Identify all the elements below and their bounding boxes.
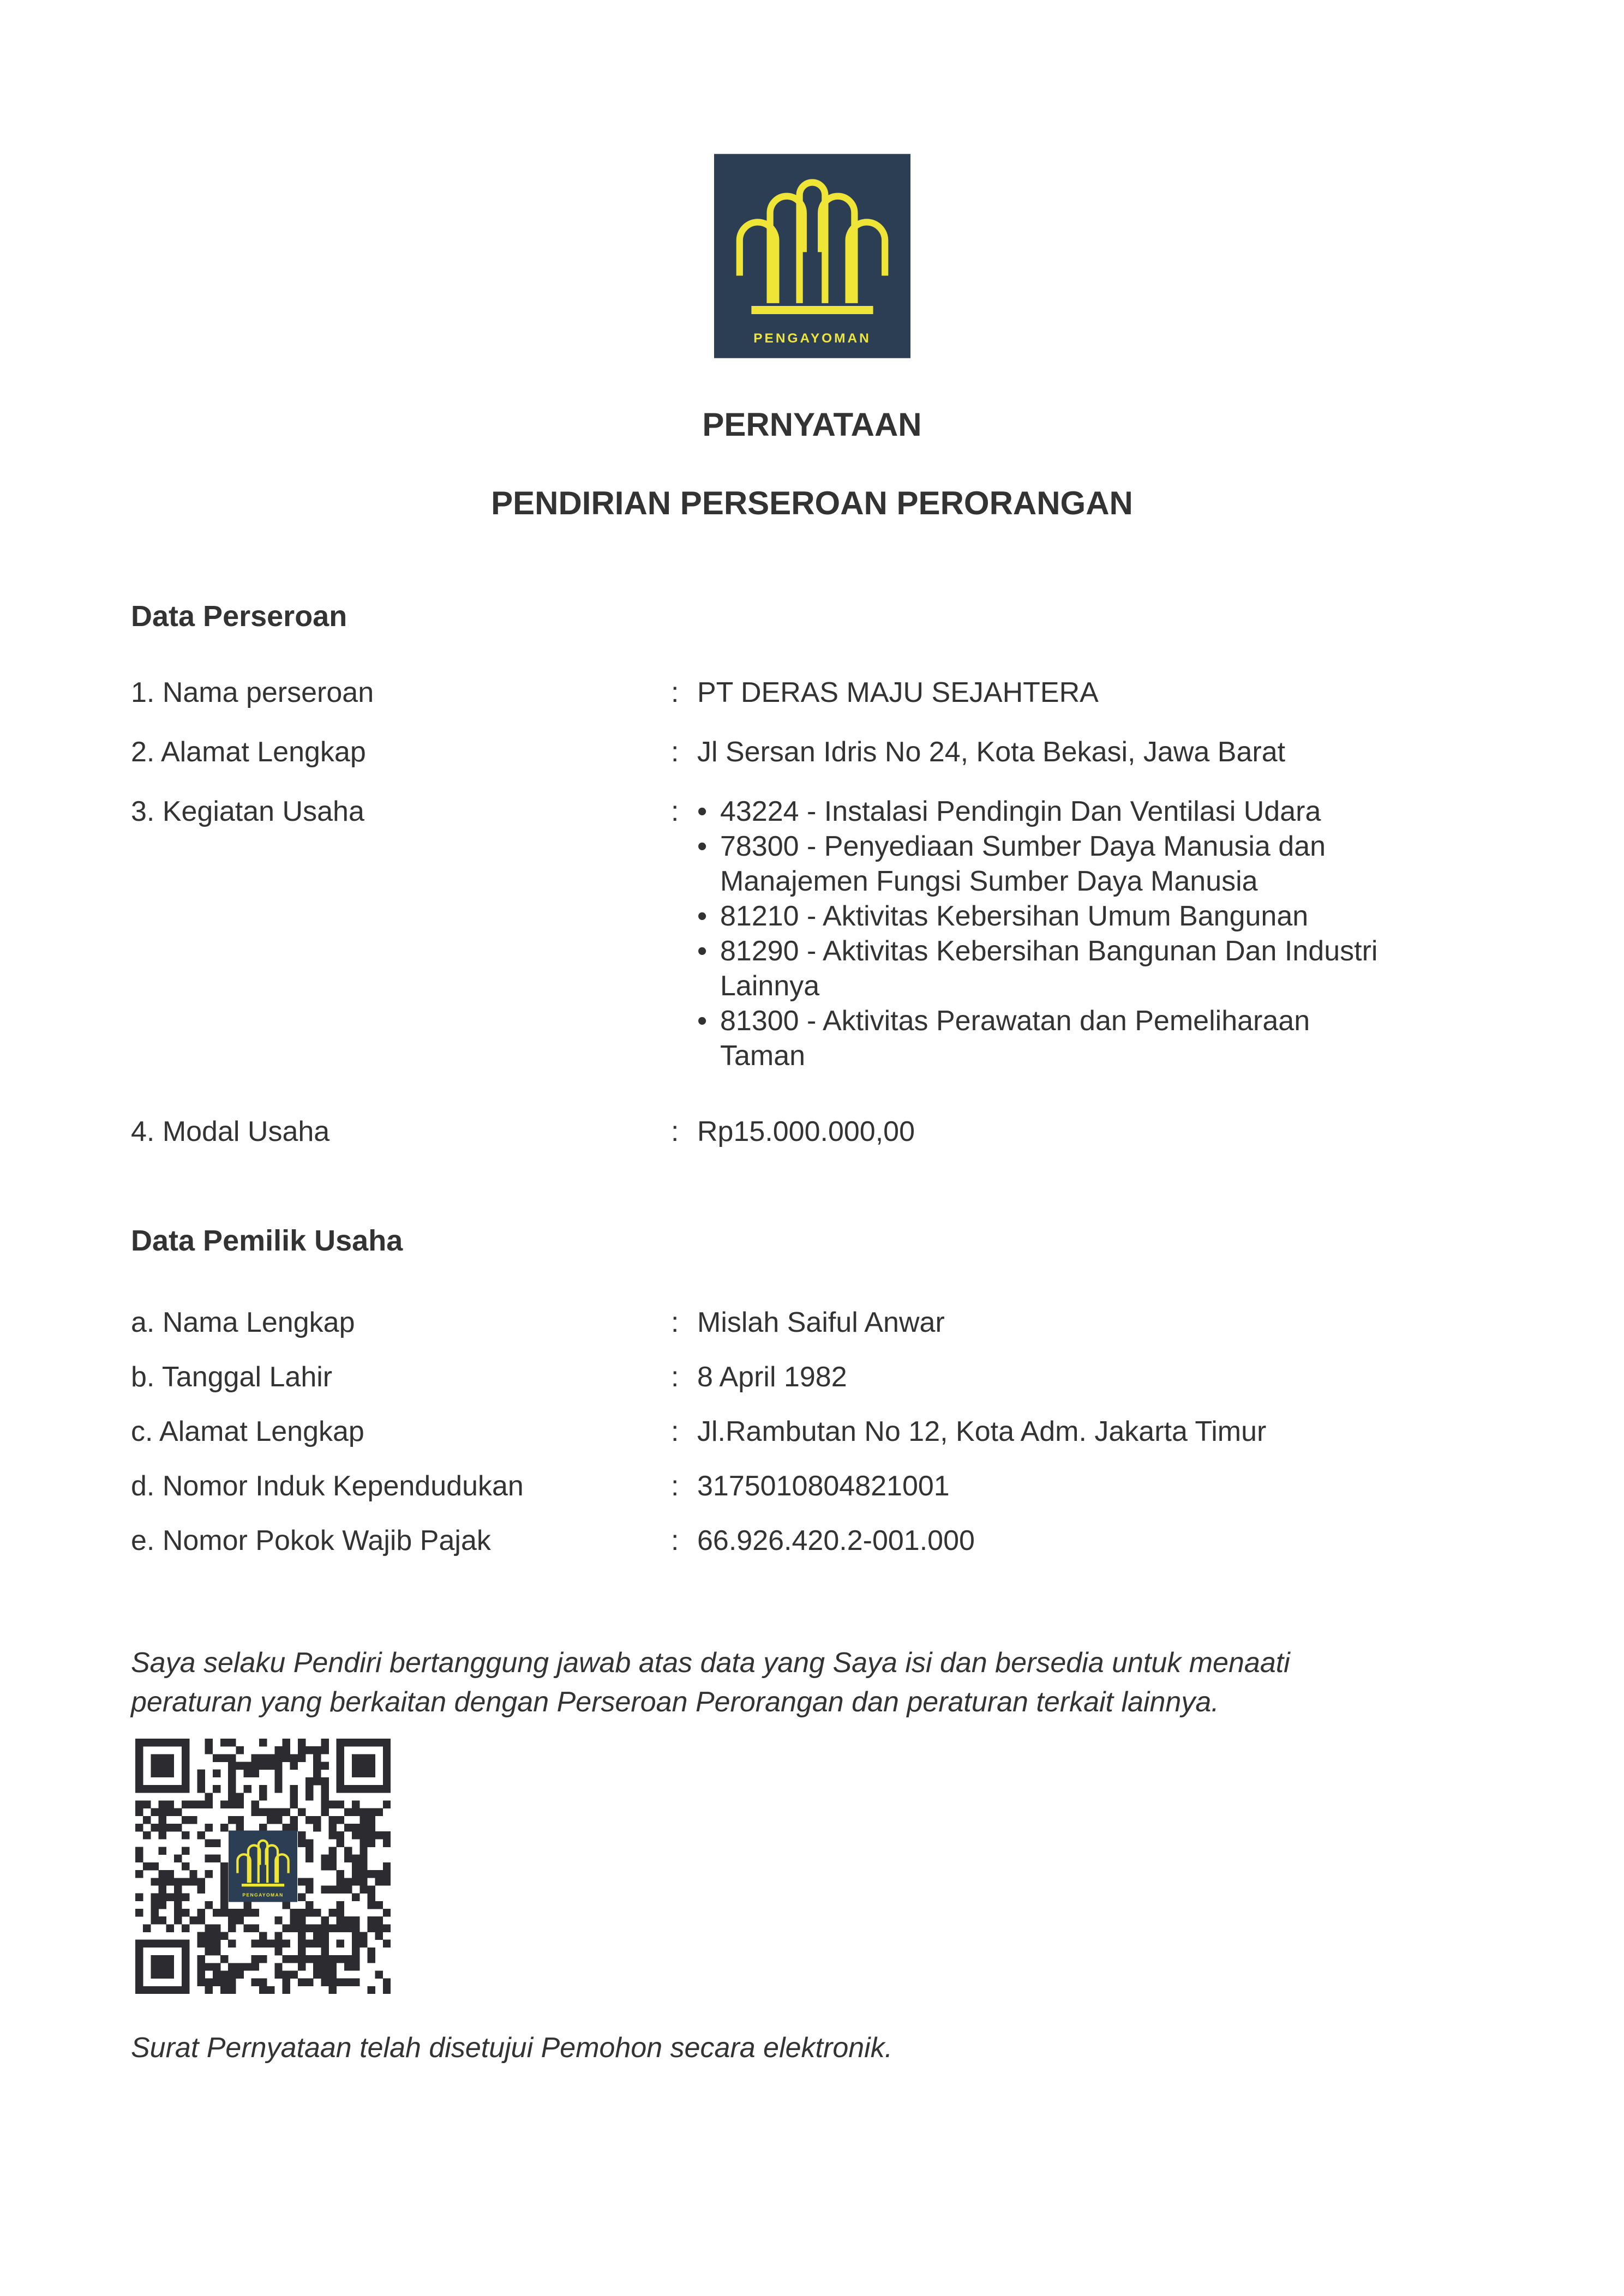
row-label: 3. Kegiatan Usaha [131, 796, 364, 827]
bullet-icon: • [697, 1005, 708, 1037]
kegiatan-text: 81210 - Aktivitas Kebersihan Umum Bangunan [720, 900, 1309, 932]
pengayoman-logo-icon [714, 154, 910, 358]
row-colon: : [671, 736, 679, 768]
footer-note: Surat Pernyataan telah disetujui Pemohon secara elektronik. [131, 2032, 893, 2064]
declaration-line: peraturan yang berkaitan dengan Perseroan Perorangan dan peraturan terkait lainnya. [131, 1686, 1219, 1718]
owner-row-alamat [131, 1414, 1493, 1449]
kegiatan-text: 78300 - Penyediaan Sumber Daya Manusia dan [720, 831, 1326, 862]
row-colon: : [671, 1116, 679, 1147]
row-label: a. Nama Lengkap [131, 1307, 355, 1338]
qr-center-logo [229, 1830, 297, 1902]
owner-row-npwp [131, 1523, 1493, 1558]
row-colon: : [671, 677, 679, 708]
logo-caption: PENGAYOMAN [753, 330, 871, 346]
bullet-icon: • [697, 831, 708, 862]
kegiatan-text-cont: Taman [720, 1040, 806, 1072]
row-value: Mislah Saiful Anwar [697, 1307, 945, 1338]
owner-row-nik [131, 1469, 1493, 1504]
row-colon: : [671, 1416, 679, 1447]
row-value: 3175010804821001 [697, 1470, 950, 1502]
row-label: 2. Alamat Lengkap [131, 736, 366, 768]
list-item [697, 829, 1493, 899]
owner-row-nama [131, 1305, 1493, 1340]
qr-logo-caption: PENGAYOMAN [242, 1892, 284, 1898]
company-row-kegiatan [131, 794, 1493, 1073]
company-row-alamat [131, 735, 1493, 770]
row-value: PT DERAS MAJU SEJAHTERA [697, 677, 1099, 708]
row-value: Jl.Rambutan No 12, Kota Adm. Jakarta Timur [697, 1416, 1267, 1447]
bullet-icon: • [697, 935, 708, 967]
row-value: 66.926.420.2-001.000 [697, 1525, 975, 1556]
row-value: 8 April 1982 [697, 1361, 847, 1393]
declaration-paragraph [131, 1643, 1493, 1722]
row-label: e. Nomor Pokok Wajib Pajak [131, 1525, 491, 1556]
company-row-nama [131, 675, 1493, 710]
row-colon: : [671, 1307, 679, 1338]
document-subtitle: PENDIRIAN PERSEROAN PERORANGAN [491, 485, 1133, 521]
row-value: Rp15.000.000,00 [697, 1116, 915, 1147]
row-label: b. Tanggal Lahir [131, 1361, 333, 1393]
pengayoman-logo-mini-icon [229, 1830, 297, 1902]
row-label: 1. Nama perseroan [131, 677, 374, 708]
kegiatan-text: 43224 - Instalasi Pendingin Dan Ventilasi Udara [720, 796, 1321, 827]
company-section-heading: Data Perseroan [131, 600, 347, 633]
list-item [697, 899, 1493, 934]
kegiatan-list [697, 794, 1493, 1073]
list-item [697, 934, 1493, 1003]
kegiatan-text-cont: Lainnya [720, 970, 820, 1002]
row-value: Jl Sersan Idris No 24, Kota Bekasi, Jawa Barat [697, 736, 1286, 768]
declaration-line: Saya selaku Pendiri bertanggung jawab atas data yang Saya isi dan bersedia untuk menaati [131, 1647, 1290, 1679]
company-row-modal [131, 1114, 1493, 1149]
list-item [697, 794, 1493, 829]
row-colon: : [671, 1361, 679, 1393]
kegiatan-text-cont: Manajemen Fungsi Sumber Daya Manusia [720, 865, 1258, 897]
kegiatan-text: 81300 - Aktivitas Perawatan dan Pemeliharaan [720, 1005, 1310, 1037]
row-colon: : [671, 796, 679, 827]
row-label: d. Nomor Induk Kependudukan [131, 1470, 524, 1502]
bullet-icon: • [697, 900, 708, 932]
qr-code [135, 1739, 391, 1994]
row-label: c. Alamat Lengkap [131, 1416, 364, 1447]
owner-row-tanggal-lahir [131, 1360, 1493, 1395]
row-colon: : [671, 1470, 679, 1502]
kegiatan-text: 81290 - Aktivitas Kebersihan Bangunan Dan Industri [720, 935, 1378, 967]
ministry-logo-wrap [131, 0, 1493, 361]
bullet-icon: • [697, 796, 708, 827]
list-item [697, 1003, 1493, 1073]
row-colon: : [671, 1525, 679, 1556]
document-title: PERNYATAAN [702, 406, 922, 443]
row-label: 4. Modal Usaha [131, 1116, 330, 1147]
owner-section-heading: Data Pemilik Usaha [131, 1224, 403, 1257]
